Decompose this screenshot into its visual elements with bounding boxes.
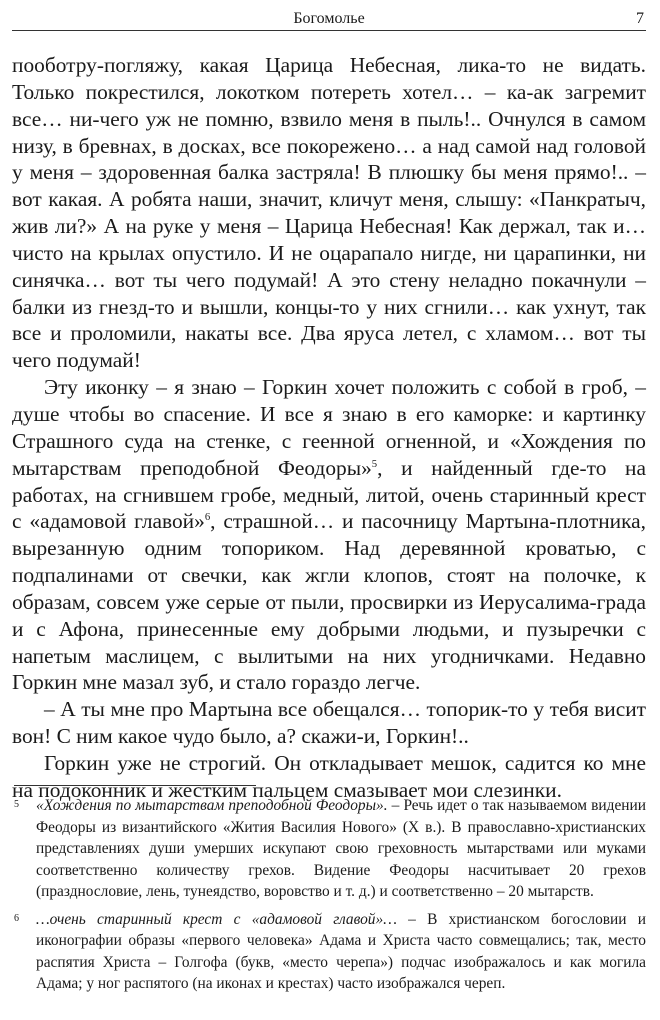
footnote-divider	[14, 785, 256, 786]
paragraph	[12, 374, 646, 696]
footnote-text: – Речь идет о так называемом видении Феодоры из византийского «Жития Василия Нового» (X в.). В православно-христианских представлениях души умерших искупают свою греховность мытарствами или муками соответственно количеству грехов. Видение Феодоры насчитывает 20 грехов (празднословие, лень, тунеядство, воровство и т. д.) и соответственно – 20 мытарств.	[36, 797, 647, 900]
text-run: , страшной… и пасочницу Мартына-плотника, вырезанную одним топориком. Над деревянной кроватью, с подпалинами от свечки, как жгли клопов, стоят на полочке, к образам, совсем уже серые от пыли, просвирки из Иерусалима-града и с Афона, принесенные ему добрыми людьми, и пузыречки с напетым маслицем, с вылитыми на них угодничками. Недавно Горкин мне мазал зуб, и стало гораздо легче.	[12, 509, 647, 695]
footnote	[12, 795, 646, 903]
footnote-number: 5	[14, 799, 19, 810]
text-run: Горкин уже не строгий. Он откладывает мешок, садится ко мне на подоконник и жестким пальцем смазывает мои слезинки.	[12, 750, 646, 802]
page-header	[12, 6, 646, 31]
text-run: – А ты мне про Мартына все обещался… топорик-то у тебя висит вон! С ним какое чудо было, а? скажи-и, Горкин!..	[12, 697, 646, 749]
paragraph	[12, 696, 646, 750]
footnote-title: «Хождения по мытарствам преподобной Феодоры».	[36, 797, 388, 814]
page-number: 7	[636, 10, 644, 27]
footnote-text: – В христианском богословии и иконографии образы «первого человека» Адама и Христа часто совмещались; так, место распятия Христа – Голгофа (букв, «место черепа») подчас изображалось и как могила Адама; у ног распятого (на иконах и крестах) часто изображался череп.	[36, 910, 647, 992]
running-title: Богомолье	[293, 10, 365, 27]
footnotes	[12, 795, 646, 1001]
text-run: пооботру-погляжу, какая Царица Небесная, лика-то не видать. Только покрестился, локотком потереть хотел… – ка-ак загремит все… ни-чего уж не помню, взвило меня в пыль!.. Очнулся в самом низу, в бревнах, в досках, все покорежено… а над самой над головой у меня – здоровенная балка застряла! В плюшку бы меня прямо!.. – вот какая. А робята наши, значит, кличут меня, слышу: «Панкратыч, жив ли?» А на руке у меня – Царица Небесная! Как держал, так и… чисто на крылах опустило. И не оцарапало нигде, ни царапинки, ни синячка… вот ты чего подумай! А это стену неладно покачнули – балки из гнезд-то и вышли, концы-то у них сгнили… как ухнут, так все и проломили, накаты все. Два яруса летел, с хламом… вот ты чего подумай!	[12, 53, 646, 373]
footnote-reference[interactable]: 5	[371, 457, 378, 470]
footnote-title: …очень старинный крест с «адамовой главой»…	[36, 910, 397, 928]
body-text	[12, 52, 646, 804]
footnote-reference[interactable]: 6	[204, 511, 211, 524]
text-run: , и найденный где-то на работах, на сгнившем гробе, медный, литой, очень старинный крест с «адамовой главой»	[12, 455, 647, 534]
paragraph	[12, 52, 646, 374]
footnote-number: 6	[14, 912, 19, 924]
footnote	[12, 909, 646, 995]
text-run: Эту иконку – я знаю – Горкин хочет положить с собой в гроб, – душе чтобы во спасение. И все я знаю в его каморке: и картинку Страшного суда на стенке, с геенной огненной, и «Хождения по мытарствам преподобной Феодоры»	[12, 375, 646, 480]
